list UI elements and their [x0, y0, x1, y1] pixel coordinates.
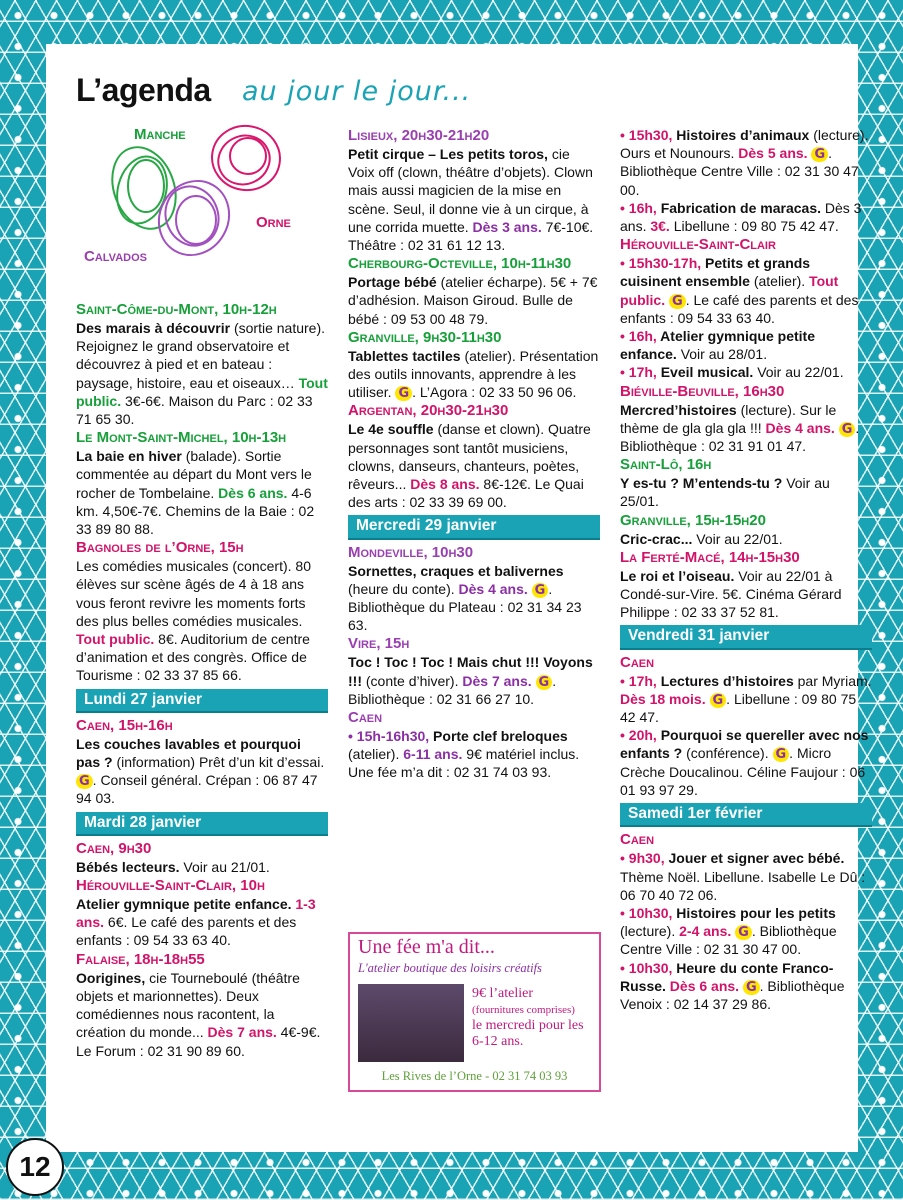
free-badge: G — [811, 147, 828, 162]
event-text: Des marais à découvrir (sortie nature). Rejoignez le grand observatoire et découvrez à pied et en bateau : paysage, histoire, eau et oiseaux… Tout public. 3€-6€. Maison du Parc : 02 33 71 65 30. — [76, 320, 328, 428]
region-map — [84, 118, 314, 278]
event-text: Oorigines, cie Tourneboulé (théâtre objets et marionnettes). Deux comédiennes nous racontent, la création du monde... Dès 7 ans. 4€-9€. Le Forum : 02 31 90 89 60. — [76, 969, 321, 1059]
event-location: Argentan, 20h30-21h30 — [348, 402, 509, 420]
event-text: Y es-tu ? M’entends-tu ? Voir au 25/01. — [620, 475, 830, 510]
event-location: Hérouville-Saint-Clair, 10h — [76, 877, 265, 895]
event-text: Bébés lecteurs. Voir au 21/01. — [76, 858, 270, 875]
column-2 — [348, 126, 600, 782]
free-badge: G — [773, 747, 790, 762]
ad-subtitle: L'atelier boutique des loisirs créatifs — [358, 961, 542, 975]
day-header: Vendredi 31 janvier — [620, 625, 872, 649]
event-location: Vire, 15h — [348, 635, 410, 653]
event-text: Les couches lavables et pourquoi pas ? (information) Prêt d’un kit d’essai. G . Conseil général. Crépan : 06 87 47 94 03. — [76, 735, 325, 807]
event-text: • 10h30, Histoires pour les petits (lecture). 2-4 ans. G . Bibliothèque Centre Ville : 02 31 30 47 00. — [620, 904, 837, 958]
ad-footer: Les Rives de l’Orne - 02 31 74 03 93 — [381, 1069, 568, 1083]
event-location: Granville, 15h-15h20 — [620, 511, 766, 529]
free-badge: G — [669, 294, 686, 309]
event-text: • 15h30, Histoires d’animaux (lecture). Ours et Nounours. Dès 5 ans. G . Bibliothèque Centre Ville : 02 31 30 47 00. — [620, 127, 869, 198]
event-text: Le roi et l’oiseau. Voir au 22/01 à Condé-sur-Vire. 5€. Cinéma Gérard Philippe : 02 33 37 52 81. — [620, 567, 842, 621]
event-location: Biéville-Beuville, 16h30 — [620, 382, 785, 400]
event-text: Le 4e souffle (danse et clown). Quatre personnages sont tantôt musiciens, clowns, danseurs, chanteurs, poètes, rêveurs... Dès 8 ans. 8€-12€. Le Quai des arts : 02 33 39 69 00. — [348, 421, 591, 511]
event-text: • 17h, Eveil musical. Voir au 22/01. — [620, 364, 844, 381]
day-header: Mardi 28 janvier — [76, 812, 328, 836]
event-location: Hérouville-Saint-Clair — [620, 236, 776, 254]
event-text: Tablettes tactiles (atelier). Présentation des outils innovants, apprendre à les utiliser. G . L’Agora : 02 33 50 96 06. — [348, 347, 599, 402]
event-text: • 9h30, Jouer et signer avec bébé. Thème Noël. Libellune. Isabelle Le Dû : 06 70 40 72 06. — [620, 850, 866, 903]
event-text: Les comédies musicales (concert). 80 élèves sur scène âgés de 4 à 18 ans vous feront revivre les moments forts des plus belles comédies musicales. Tout public. 8€. Auditorium de centre d’animation et des congrès. Office de Tourisme : 02 33 37 85 66. — [76, 558, 311, 684]
map-label-manche: Manche — [134, 126, 186, 143]
event-location: Lisieux, 20h30-21h20 — [348, 127, 490, 144]
event-location: Cherbourg-Octeville, 10h-11h30 — [348, 255, 572, 273]
event-text: • 15h30-17h, Petits et grands cuisinent ensemble (atelier). Tout public. G . Le café des parents et des enfants : 09 54 33 63 40. — [620, 255, 859, 326]
map-label-calvados: Calvados — [84, 248, 147, 265]
free-badge: G — [536, 675, 553, 690]
event-text: Mercred’histoires (lecture). Sur le thème de gla gla gla !!! Dès 4 ans. G . Bibliothèque : 02 31 91 01 47. — [620, 401, 860, 455]
ad-title: Une fée m'a dit... — [358, 936, 495, 958]
day-header: Mercredi 29 janvier — [348, 515, 600, 539]
event-text: • 17h, Lectures d’histoires par Myriam. Dès 18 mois. G . Libellune : 09 80 75 42 47. — [620, 672, 872, 726]
column-1 — [76, 300, 328, 1060]
free-badge: G — [743, 980, 760, 995]
event-text: • 16h, Fabrication de maracas. Dès 3 ans. 3€. Libellune : 09 80 75 42 47. — [620, 199, 862, 235]
free-badge: G — [839, 422, 856, 437]
map-label-orne: Orne — [256, 214, 291, 231]
event-text: Toc ! Toc ! Toc ! Mais chut !!! Voyons !!! (conte d’hiver). Dès 7 ans. G . Bibliothèque : 02 31 66 27 10. — [348, 654, 593, 707]
event-location: Saint-Lô, 16h — [620, 456, 712, 474]
column-3 — [620, 126, 872, 1013]
day-header: Samedi 1er février — [620, 803, 872, 827]
event-location: Caen, 9h30 — [76, 839, 152, 857]
page-subtitle: au jour le jour... — [242, 76, 472, 107]
event-text: La baie en hiver (balade). Sortie commentée au départ du Mont vers le rocher de Tombelaine. Dès 6 ans. 4-6 km. 4,50€-7€. Chemins de la Baie : 02 33 89 80 88. — [76, 448, 315, 538]
page-number: 12 — [6, 1138, 64, 1196]
shop-photo — [358, 984, 464, 1062]
event-text: • 16h, Atelier gymnique petite enfance. Voir au 28/01. — [620, 328, 815, 363]
free-badge: G — [76, 774, 93, 789]
page-title: L’agenda — [76, 72, 211, 108]
event-location: La Ferté-Macé, 14h-15h30 — [620, 548, 800, 566]
day-header: Lundi 27 janvier — [76, 689, 328, 713]
event-location: Le Mont-Saint-Michel, 10h-13h — [76, 429, 287, 447]
free-badge: G — [395, 386, 412, 401]
free-badge: G — [710, 693, 727, 708]
event-text: • 15h-16h30, Porte clef breloques (atelier). 6-11 ans. 9€ matériel inclus. Une fée m’a dit : 02 31 74 03 93. — [348, 728, 580, 781]
event-location: Saint-Côme-du-Mont, 10h-12h — [76, 301, 277, 318]
event-location: Bagnoles de l’Orne, 15h — [76, 539, 244, 557]
event-location: Caen, 15h-16h — [76, 716, 173, 734]
event-location: Caen — [348, 709, 383, 727]
event-location: Falaise, 18h-18h55 — [76, 950, 205, 968]
event-text: Sornettes, craques et balivernes (heure du conte). Dès 4 ans. G . Bibliothèque du Plateau : 02 31 34 23 63. — [348, 562, 582, 634]
event-text: Portage bébé (atelier écharpe). 5€ + 7€ d’adhésion. Maison Giroud. Bulle de bébé : 09 53 00 48 79. — [348, 274, 598, 327]
event-text: Petit cirque – Les petits toros, cie Voix off (clown, théâtre d’objets). Clown mais aussi magicien de la mise en scène. Seul, il donne vie à un cirque, à une corrida muette. Dès 3 ans. 7€-10€. Théâtre : 02 31 61 12 13. — [348, 146, 594, 254]
ad-text: 9€ l’atelier (fournitures comprises) le mercredi pour les 6-12 ans. — [472, 986, 584, 1049]
advertisement — [348, 932, 601, 1092]
free-badge: G — [735, 925, 752, 940]
event-location: Caen — [620, 831, 655, 849]
event-text: • 20h, Pourquoi se quereller avec nos enfants ? (conférence). G . Micro Crèche Doucalinou. Céline Faujour : 06 01 93 97 29. — [620, 727, 869, 798]
event-text: • 10h30, Heure du conte Franco-Russe. Dès 6 ans. G . Bibliothèque Venoix : 02 14 37 29 86. — [620, 959, 845, 1012]
event-text: Atelier gymnique petite enfance. 1-3 ans. 6€. Le café des parents et des enfants : 09 54 33 63 40. — [76, 896, 316, 949]
event-location: Caen — [620, 653, 655, 671]
event-location: Granville, 9h30-11h30 — [348, 328, 502, 346]
free-badge: G — [532, 583, 549, 598]
event-text: Cric-crac... Voir au 22/01. — [620, 530, 783, 547]
event-location: Mondeville, 10h30 — [348, 543, 474, 561]
